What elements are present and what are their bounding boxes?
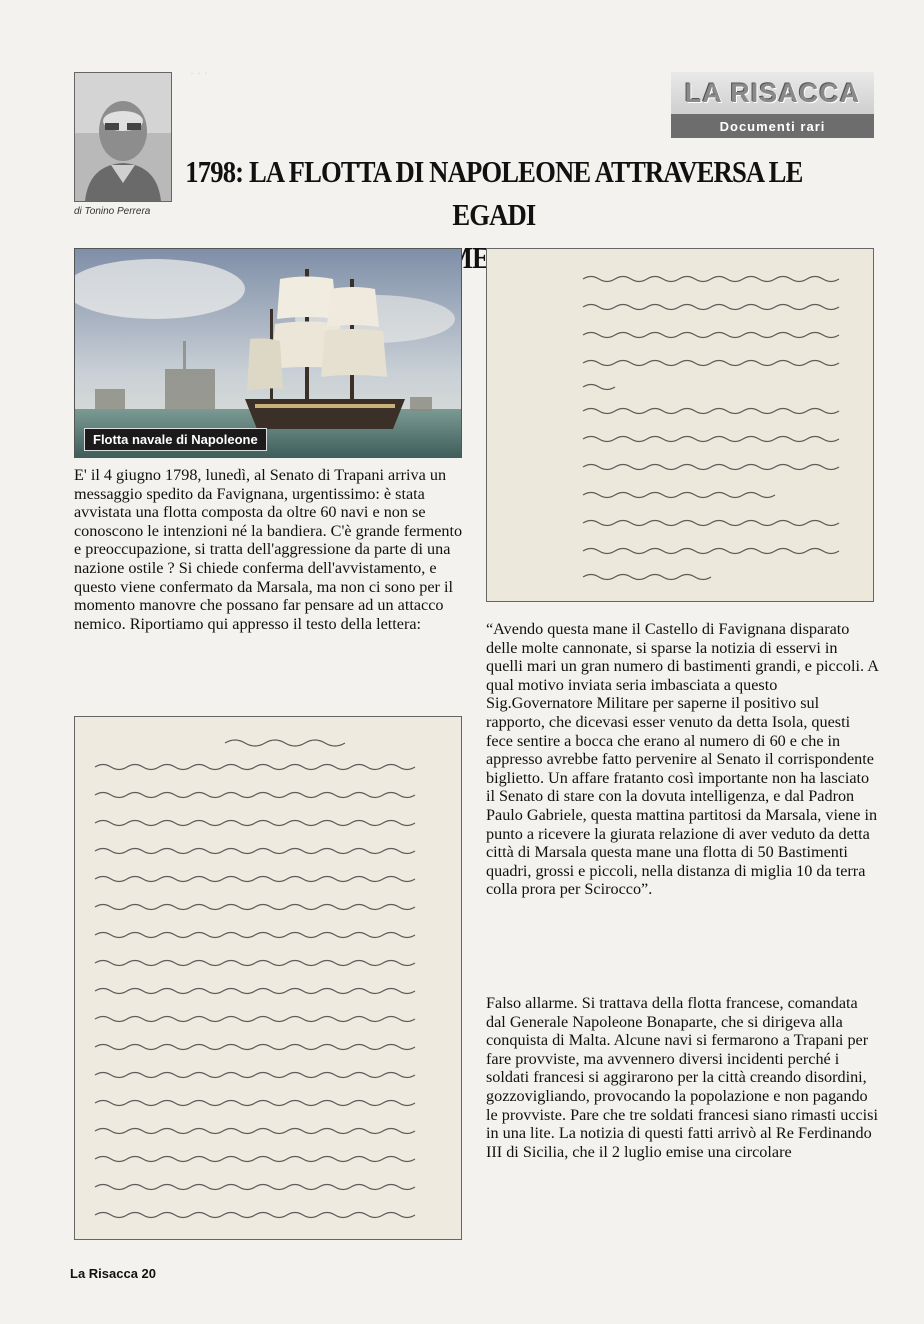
ship-painting	[74, 248, 462, 458]
title-line-1: 1798: LA FLOTTA DI NAPOLEONE ATTRAVERSA LE EGADI	[185, 154, 803, 232]
page-footer: La Risacca 20	[70, 1266, 157, 1281]
author-photo	[74, 72, 172, 202]
masthead-brand: LA RISACCA	[671, 72, 874, 114]
manuscript-letter-image-2	[486, 248, 874, 602]
masthead-section: Documenti rari	[671, 114, 874, 138]
masthead	[671, 72, 874, 138]
manuscript-letter-image	[74, 716, 462, 1240]
author-byline: di Tonino Perrera	[74, 206, 151, 217]
letter-transcription: “Avendo questa mane il Castello di Favignana disparato delle molte cannonate, si sparse la notizia di esservi in quelli mari un gran numero di bastimenti grandi, e piccoli. A qual motivo inviata seria imbasciata a questo Sig.Governatore Militare per saperne il positivo sul rapporto, che dicevasi esser venuto da detta Isola, questi fece sentire a bocca che erano al numero di 60 e che in appresso avrebbe fatto pervenire al Senato il corrispondente biglietto. Un affare fratanto così importante non ha lasciato il Senato di stare con la dovuta intelligenza, e dal Padron Paulo Gabriele, questa mattina partitosi da Marsala, viene in punto a ricevere la giurata relazione di aver veduto da detta città di Marsala questa mane una flotta di 50 Bastimenti quadri, grossi e piccoli, nella distanza di miglia 10 da terra colla prora per Scirocco”.	[486, 620, 879, 899]
conclusion-paragraph: Falso allarme. Si trattava della flotta francese, comandata dal Generale Napoleone Bonaparte, che si dirigeva alla conquista di Malta. Alcune navi si fermarono a Trapani per fare provviste, ma avvennero diversi incidenti perché i soldati francesi si aggirarono per la città creando disordini, gozzovigliando, provocando la popolazione e non pagando le provviste. Pare che tre soldati francesi siano rimasti uccisi in una lite. La notizia di questi fatti arrivò al Re Ferdinando III di Sicilia, che il 2 luglio emise una circolare	[486, 994, 878, 1161]
intro-paragraph: E' il 4 giugno 1798, lunedì, al Senato di Trapani arriva un messaggio spedito da Favignana, urgentissimo: è stata avvistata una flotta composta da oltre 60 navi e non se conoscono le intenzioni né la bandiera. C'è grande fermento e preoccupazione, si tratta dell'aggressione da parte di una nazione ostile ? Si chiede conferma dell'avvistamento, e questo viene confermato da Marsala, ma non ci sono per il momento manovre che possano far pensare ad un attacco nemico. Riportiamo qui appresso il testo della lettera:	[74, 466, 463, 633]
image-caption: Flotta navale di Napoleone	[84, 428, 267, 451]
